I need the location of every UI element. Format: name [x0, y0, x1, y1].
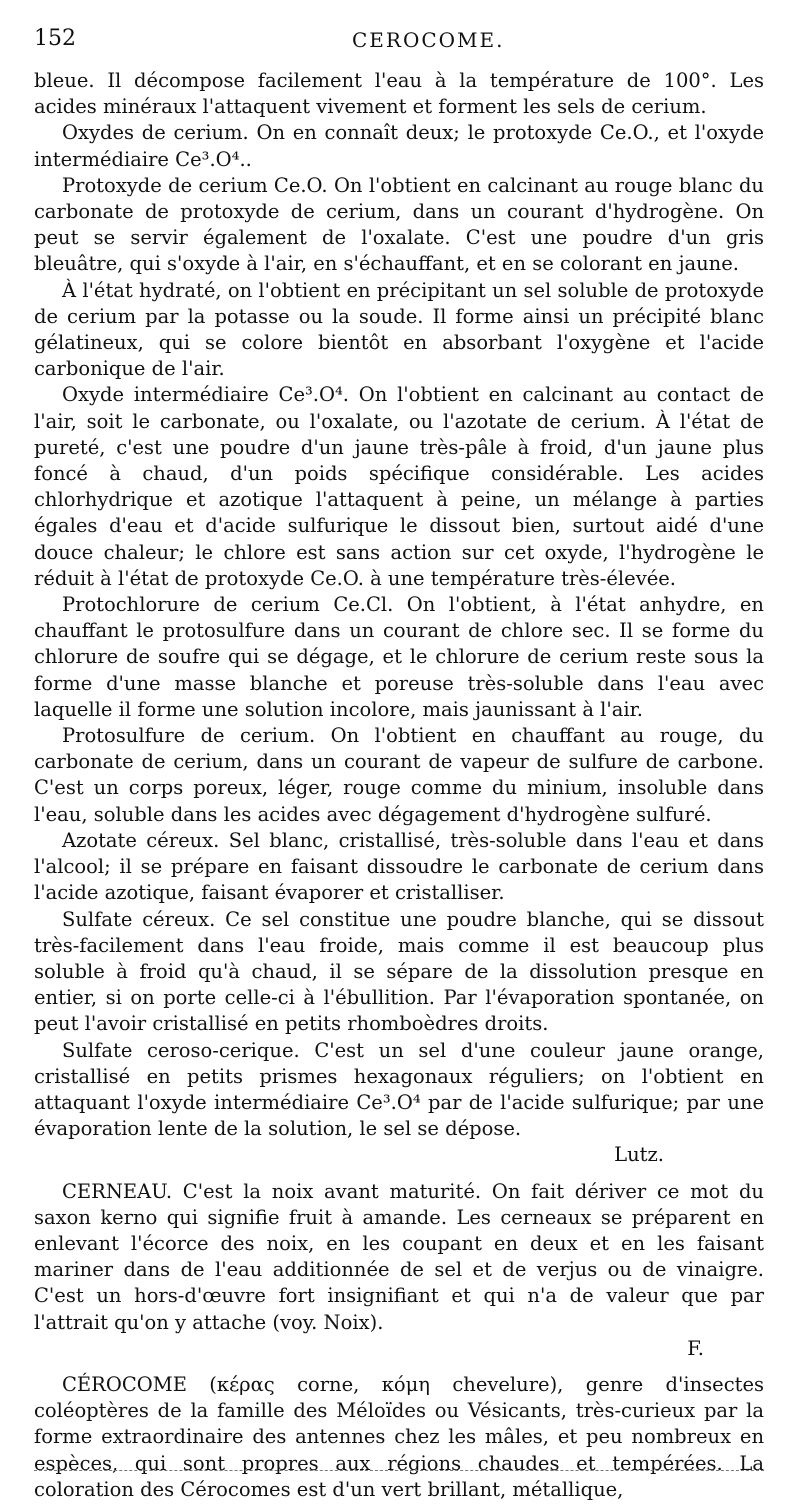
- signature-f: F.: [687, 1336, 704, 1360]
- page-number: 152: [34, 26, 76, 51]
- article-cerneau: CERNEAU. C'est la noix avant maturité. On fait dériver ce mot du saxon kerno qui signifie fruit à amande. Les cerneaux se préparent en enlevant l'écorce des noix, en les coupant en deux et en les faisant mariner dans de l'eau additionnée de sel et de verjus ou de vinaigre. C'est un hors-d'œuvre fort insignifiant et qui n'a de valeur que par l'attrait qu'on y attache (voy. Noix).: [34, 1179, 764, 1334]
- signature-lutz: Lutz.: [614, 1143, 664, 1167]
- paragraph-protoxyde: Protoxyde de cerium Ce.O. On l'obtient en calcinant au rouge blanc du carbonate de protoxyde de cerium, dans un courant d'hydrogène. On peut se servir également de l'oxalate. C'est une poudre d'un gris bleuâtre, qui s'oxyde à l'air, en s'échauffant, et en se colorant en jaune.: [34, 173, 764, 276]
- paragraph-sulfate-cereux: Sulfate céreux. Ce sel constitue une poudre blanche, qui se dissout très-facilement dans l'eau froide, mais comme il est beaucoup plus soluble à froid qu'à chaud, il se sépare de la dissolution presque en entier, si on porte celle-ci à l'ébullition. Par l'évaporation spontanée, on peut l'avoir cristallisé en petits rhomboèdres droits.: [34, 907, 764, 1036]
- footer-rule: [34, 1470, 764, 1473]
- running-title: CEROCOME.: [352, 28, 505, 52]
- paragraph-etat-hydrate: À l'état hydraté, on l'obtient en précipitant un sel soluble de protoxyde de cerium par la potasse ou la soude. Il forme ainsi un précipité blanc gélatineux, qui se colore bientôt en absorbant l'oxygène et l'acide carbonique de l'air.: [34, 278, 764, 381]
- body-text: [34, 68, 764, 1503]
- page-header: [34, 26, 764, 60]
- paragraph-protochlorure: Protochlorure de cerium Ce.Cl. On l'obtient, à l'état anhydre, en chauffant le protosulfure dans un courant de chlore sec. Il se forme du chlorure de soufre qui se dégage, et le chlorure de cerium reste sous la forme d'une masse blanche et poreuse très-soluble dans l'eau avec laquelle il forme une solution incolore, mais jaunissant à l'air.: [34, 593, 764, 721]
- author-signature-lutz: [34, 1142, 764, 1168]
- paragraph-azotate: Azotate céreux. Sel blanc, cristallisé, très-soluble dans l'eau et dans l'alcool; il se prépare en faisant dissoudre le carbonate de cerium dans l'acide azotique, faisant évaporer et cristalliser.: [34, 828, 764, 905]
- article-cerocome: CÉROCOME (κέρας corne, κόμη chevelure), genre d'insectes coléoptères de la famille des Méloïdes ou Vésicants, très-curieux par la forme extraordinaire des antennes chez les mâles, et peu nombreux en espèces, qui sont propres aux régions chaudes et tempérées. La coloration des Cérocomes est d'un vert brillant, métallique,: [34, 1372, 764, 1501]
- paragraph-oxyde-intermediaire: Oxyde intermédiaire Ce³.O⁴. On l'obtient en calcinant au contact de l'air, soit le carbonate, ou l'oxalate, ou l'azotate de cerium. À l'état de pureté, c'est une poudre d'un jaune très-pâle à froid, d'un jaune plus foncé à chaud, d'un poids spécifique considérable. Les acides chlorhydrique et azotique l'attaquent à peine, un mélange à parties égales d'eau et d'acide sulfurique le dissout bien, surtout aidé d'une douce chaleur; le chlore est sans action sur cet oxyde, l'hydrogène le réduit à l'état de protoxyde Ce.O. à une température très-élevée.: [34, 383, 764, 590]
- paragraph-protosulfure: Protosulfure de cerium. On l'obtient en chauffant au rouge, du carbonate de cerium, dans un courant de vapeur de sulfure de carbone. C'est un corps poreux, léger, rouge comme du minium, insoluble dans l'eau, soluble dans les acides avec dégagement d'hydrogène sulfuré.: [34, 724, 764, 826]
- author-signature-f: [34, 1336, 764, 1362]
- paragraph-intro: bleue. Il décompose facilement l'eau à la température de 100°. Les acides minéraux l'attaquent vivement et forment les sels de cerium.: [34, 69, 764, 119]
- paragraph-oxydes: Oxydes de cerium. On en connaît deux; le protoxyde Ce.O., et l'oxyde intermédiaire Ce³.O⁴..: [34, 121, 764, 171]
- paragraph-sulfate-ceroso-cerique: Sulfate ceroso-cerique. C'est un sel d'une couleur jaune orange, cristallisé en petits prismes hexagonaux réguliers; on l'obtient en attaquant l'oxyde intermédiaire Ce³.O⁴ par de l'acide sulfurique; par une évaporation lente de la solution, le sel se dépose.: [34, 1038, 764, 1141]
